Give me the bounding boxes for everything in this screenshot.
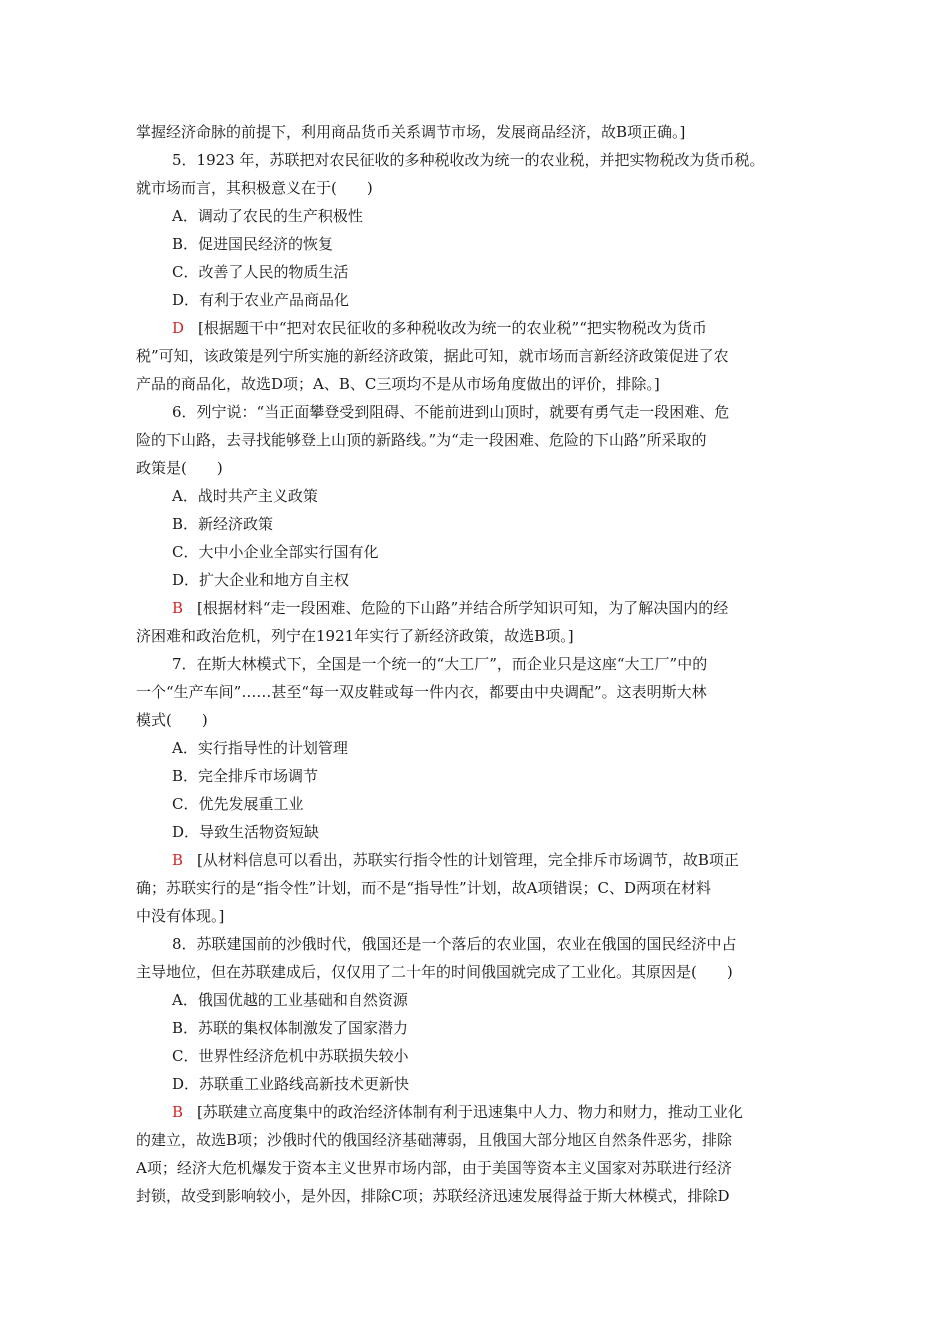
option-c: C．大中小企业全部实行国有化 [172,543,379,561]
question-5 [136,146,819,398]
answer-explanation-line [136,314,819,342]
question-stem-line: 7．在斯大林模式下，全国是一个统一的“大工厂”，而企业只是这座“大工厂”中的 [172,655,708,673]
answer-letter: B [172,599,184,617]
answer-explanation-line [136,1098,819,1126]
question-stem-line: 主导地位，但在苏联建成后，仅仅用了二十年的时间俄国就完成了工业化。其原因是( ) [136,963,733,981]
intro-line: 掌握经济命脉的前提下，利用商品货币关系调节市场，发展商品经济，故B项正确。] [136,123,686,141]
question-7 [136,650,819,930]
explanation-text: [根据题干中“把对农民征收的多种税收改为统一的农业税”“把实物税改为货币 [198,319,707,337]
answer-letter: B [172,1103,184,1121]
explanation-line: 济困难和政治危机，列宁在1921年实行了新经济政策，故选B项。] [136,627,574,645]
option-b: B．苏联的集权体制激发了国家潜力 [172,1019,409,1037]
question-stem-line: 8．苏联建国前的沙俄时代，俄国还是一个落后的农业国，农业在俄国的国民经济中占 [172,935,737,953]
explanation-line: 产品的商品化，故选D项；A、B、C三项均不是从市场角度做出的评价，排除。] [136,375,660,393]
question-stem-line: 一个“生产车间”……甚至“每一双皮鞋或每一件内衣，都要由中央调配”。这表明斯大林 [136,683,707,701]
answer-explanation-line [136,594,819,622]
question-6 [136,398,819,650]
answer-letter: D [172,319,185,337]
explanation-line: 中没有体现。] [136,907,225,925]
option-d: D．有利于农业产品商品化 [172,291,350,309]
option-c: C．改善了人民的物质生活 [172,263,349,281]
explanation-line: 确；苏联实行的是“指令性”计划，而不是“指导性”计划，故A项错误；C、D两项在材料 [136,879,712,897]
option-a: A．战时共产主义政策 [172,487,318,505]
question-stem-line: 5．1923 年，苏联把对农民征收的多种税收改为统一的农业税，并把实物税改为货币税。 [172,151,765,169]
option-d: D．导致生活物资短缺 [172,823,320,841]
answer-letter: B [172,851,184,869]
answer-explanation-line [136,846,819,874]
explanation-line: 封锁，故受到影响较小，是外因，排除C项；苏联经济迅速发展得益于斯大林模式，排除D [136,1187,730,1205]
option-b: B．促进国民经济的恢复 [172,235,334,253]
explanation-line: 税”可知，该政策是列宁所实施的新经济政策，据此可知，就市场而言新经济政策促进了农 [136,347,729,365]
question-stem-line: 险的下山路，去寻找能够登上山顶的新路线。”为“走一段困难、危险的下山路”所采取的 [136,431,707,449]
question-8 [136,930,819,1210]
question-stem-line: 模式( ) [136,711,208,729]
option-a: A．调动了农民的生产积极性 [172,207,363,225]
page-content [136,118,819,1210]
explanation-text: [根据材料“走一段困难、危险的下山路”并结合所学知识可知，为了解决国内的经 [197,599,729,617]
option-a: A．实行指导性的计划管理 [172,739,348,757]
option-a: A．俄国优越的工业基础和自然资源 [172,991,408,1009]
option-b: B．完全排斥市场调节 [172,767,319,785]
option-d: D．扩大企业和地方自主权 [172,571,350,589]
question-stem-line: 就市场而言，其积极意义在于( ) [136,179,373,197]
option-c: C．世界性经济危机中苏联损失较小 [172,1047,409,1065]
explanation-line: A项；经济大危机爆发于资本主义世界市场内部，由于美国等资本主义国家对苏联进行经济 [136,1159,732,1177]
explanation-text: [从材料信息可以看出，苏联实行指令性的计划管理，完全排斥市场调节，故B项正 [197,851,739,869]
option-d: D．苏联重工业路线高新技术更新快 [172,1075,410,1093]
question-stem-line: 政策是( ) [136,459,223,477]
option-b: B．新经济政策 [172,515,274,533]
explanation-line: 的建立，故选B项；沙俄时代的俄国经济基础薄弱，且俄国大部分地区自然条件恶劣，排除 [136,1131,733,1149]
explanation-text: [苏联建立高度集中的政治经济体制有利于迅速集中人力、物力和财力，推动工业化 [197,1103,743,1121]
question-stem-line: 6．列宁说：“当正面攀登受到阻碍、不能前进到山顶时，就要有勇气走一段困难、危 [172,403,730,421]
option-c: C．优先发展重工业 [172,795,304,813]
